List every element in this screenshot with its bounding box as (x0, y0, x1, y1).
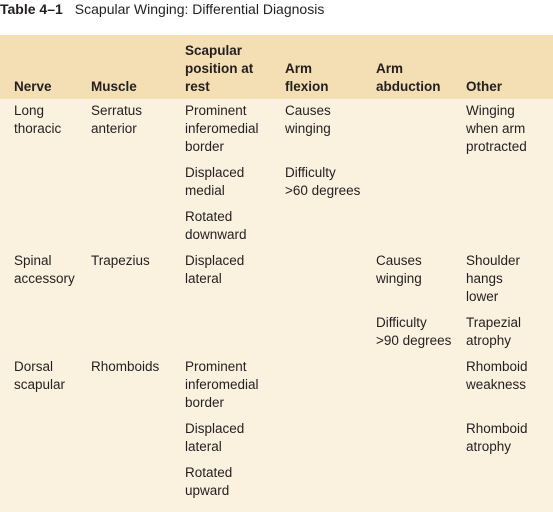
header-arm-flexion: Arm flexion (285, 61, 329, 94)
header-other: Other (466, 79, 503, 94)
row2-abduction-2: Difficulty >90 degrees (376, 315, 452, 348)
row3-muscle: Rhomboids (91, 359, 160, 374)
row1-position-2: Displaced medial (185, 165, 245, 198)
row3-nerve: Dorsal scapular (14, 359, 66, 392)
row1-position-1: Prominent inferomedial border (185, 103, 259, 154)
table-header (0, 35, 553, 99)
row3-other-2: Rhomboid atrophy (466, 421, 528, 454)
row2-muscle: Trapezius (91, 253, 150, 268)
row3-position-2: Displaced lateral (185, 421, 245, 454)
header-arm-abduction: Arm abduction (376, 61, 441, 94)
header-muscle: Muscle (91, 79, 137, 94)
header-nerve: Nerve (14, 79, 52, 94)
row2-other-2: Trapezial atrophy (466, 315, 522, 348)
row1-position-3: Rotated downward (185, 209, 247, 242)
row2-position-1: Displaced lateral (185, 253, 245, 286)
table-title: Scapular Winging: Differential Diagnosis (74, 1, 325, 17)
row2-nerve: Spinal accessory (14, 253, 75, 286)
table-number: Table 4–1 (0, 1, 63, 17)
row1-flexion-1: Causes winging (285, 103, 331, 136)
table-caption (0, 0, 324, 20)
diagnosis-table (0, 35, 553, 512)
row2-abduction-1: Causes winging (376, 253, 422, 286)
row1-other-1: Winging when arm protracted (466, 103, 527, 154)
row3-other-1: Rhomboid weakness (466, 359, 528, 392)
row2-other-1: Shoulder hangs lower (466, 253, 521, 304)
row1-nerve: Long thoracic (14, 103, 62, 136)
row1-flexion-2: Difficulty >60 degrees (285, 165, 361, 198)
row1-muscle: Serratus anterior (91, 103, 143, 136)
row3-position-1: Prominent inferomedial border (185, 359, 259, 410)
header-scapular-position: Scapular position at rest (185, 43, 254, 94)
row3-position-3: Rotated upward (185, 465, 233, 498)
